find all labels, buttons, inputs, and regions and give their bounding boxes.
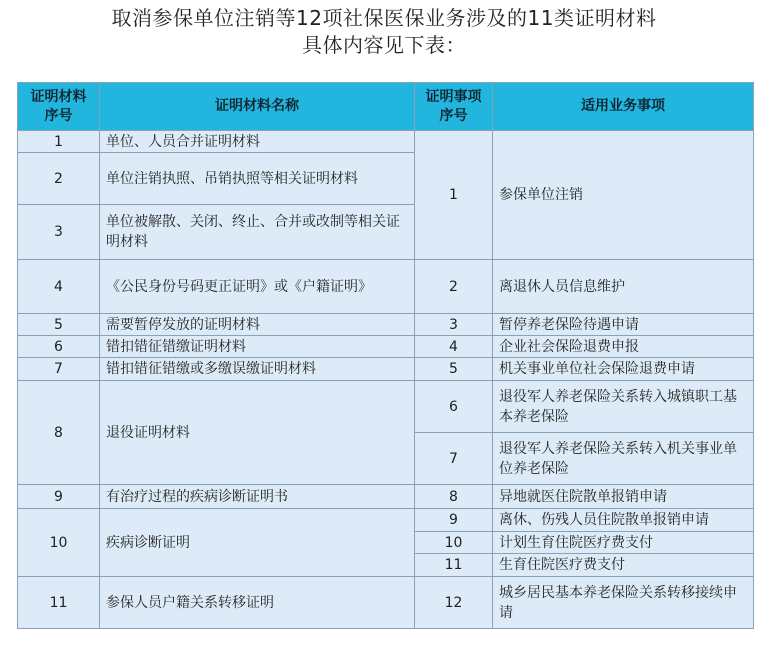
- page-title: [0, 5, 768, 59]
- item-name: 退役军人养老保险关系转入机关事业单位养老保险: [493, 433, 754, 485]
- header-material-name: 证明材料名称: [100, 83, 415, 131]
- material-name: 退役证明材料: [100, 381, 415, 485]
- material-no: 5: [18, 314, 100, 336]
- material-name: 参保人员户籍关系转移证明: [100, 577, 415, 629]
- header-item-no: 证明事项序号: [415, 83, 493, 131]
- item-no: 6: [415, 381, 493, 433]
- material-no: 4: [18, 260, 100, 314]
- item-no: 9: [415, 509, 493, 532]
- item-no: 10: [415, 532, 493, 554]
- item-no: 2: [415, 260, 493, 314]
- header-material-no: 证明材料序号: [18, 83, 100, 131]
- item-name: 企业社会保险退费申报: [493, 336, 754, 358]
- material-no: 2: [18, 153, 100, 205]
- item-name: 生育住院医疗费支付: [493, 554, 754, 577]
- item-name: 计划生育住院医疗费支付: [493, 532, 754, 554]
- table-row: [18, 381, 754, 433]
- table-row: [18, 485, 754, 509]
- table-row: [18, 131, 754, 153]
- table-row: [18, 577, 754, 629]
- table-row: [18, 336, 754, 358]
- item-no: 7: [415, 433, 493, 485]
- material-no: 10: [18, 509, 100, 577]
- item-name: 离退休人员信息维护: [493, 260, 754, 314]
- item-no: 1: [415, 131, 493, 260]
- material-no: 3: [18, 205, 100, 260]
- header-item-name: 适用业务事项: [493, 83, 754, 131]
- table-header-row: [18, 83, 754, 131]
- item-no: 5: [415, 358, 493, 381]
- title-line-2: 具体内容见下表：: [302, 33, 466, 57]
- material-name: 疾病诊断证明: [100, 509, 415, 577]
- item-name: 暂停养老保险待遇申请: [493, 314, 754, 336]
- item-no: 4: [415, 336, 493, 358]
- material-name: 错扣错征错缴证明材料: [100, 336, 415, 358]
- material-no: 8: [18, 381, 100, 485]
- materials-table-container: [17, 82, 754, 629]
- material-no: 9: [18, 485, 100, 509]
- material-name: 《公民身份号码更正证明》或《户籍证明》: [100, 260, 415, 314]
- material-no: 7: [18, 358, 100, 381]
- table-row: [18, 358, 754, 381]
- item-no: 12: [415, 577, 493, 629]
- table-row: [18, 509, 754, 532]
- item-name: 退役军人养老保险关系转入城镇职工基本养老保险: [493, 381, 754, 433]
- item-no: 8: [415, 485, 493, 509]
- table-row: [18, 314, 754, 336]
- material-name: 单位被解散、关闭、终止、合并或改制等相关证明材料: [100, 205, 415, 260]
- material-name: 单位、人员合并证明材料: [100, 131, 415, 153]
- item-name: 参保单位注销: [493, 131, 754, 260]
- material-name: 需要暂停发放的证明材料: [100, 314, 415, 336]
- material-name: 有治疗过程的疾病诊断证明书: [100, 485, 415, 509]
- material-no: 11: [18, 577, 100, 629]
- item-no: 11: [415, 554, 493, 577]
- item-no: 3: [415, 314, 493, 336]
- item-name: 离休、伤残人员住院散单报销申请: [493, 509, 754, 532]
- material-no: 6: [18, 336, 100, 358]
- item-name: 异地就医住院散单报销申请: [493, 485, 754, 509]
- item-name: 机关事业单位社会保险退费申请: [493, 358, 754, 381]
- item-name: 城乡居民基本养老保险关系转移接续申请: [493, 577, 754, 629]
- title-line-1: 取消参保单位注销等12项社保医保业务涉及的11类证明材料: [111, 6, 657, 30]
- materials-table: [17, 82, 754, 629]
- material-no: 1: [18, 131, 100, 153]
- material-name: 错扣错征错缴或多缴误缴证明材料: [100, 358, 415, 381]
- material-name: 单位注销执照、吊销执照等相关证明材料: [100, 153, 415, 205]
- table-row: [18, 260, 754, 314]
